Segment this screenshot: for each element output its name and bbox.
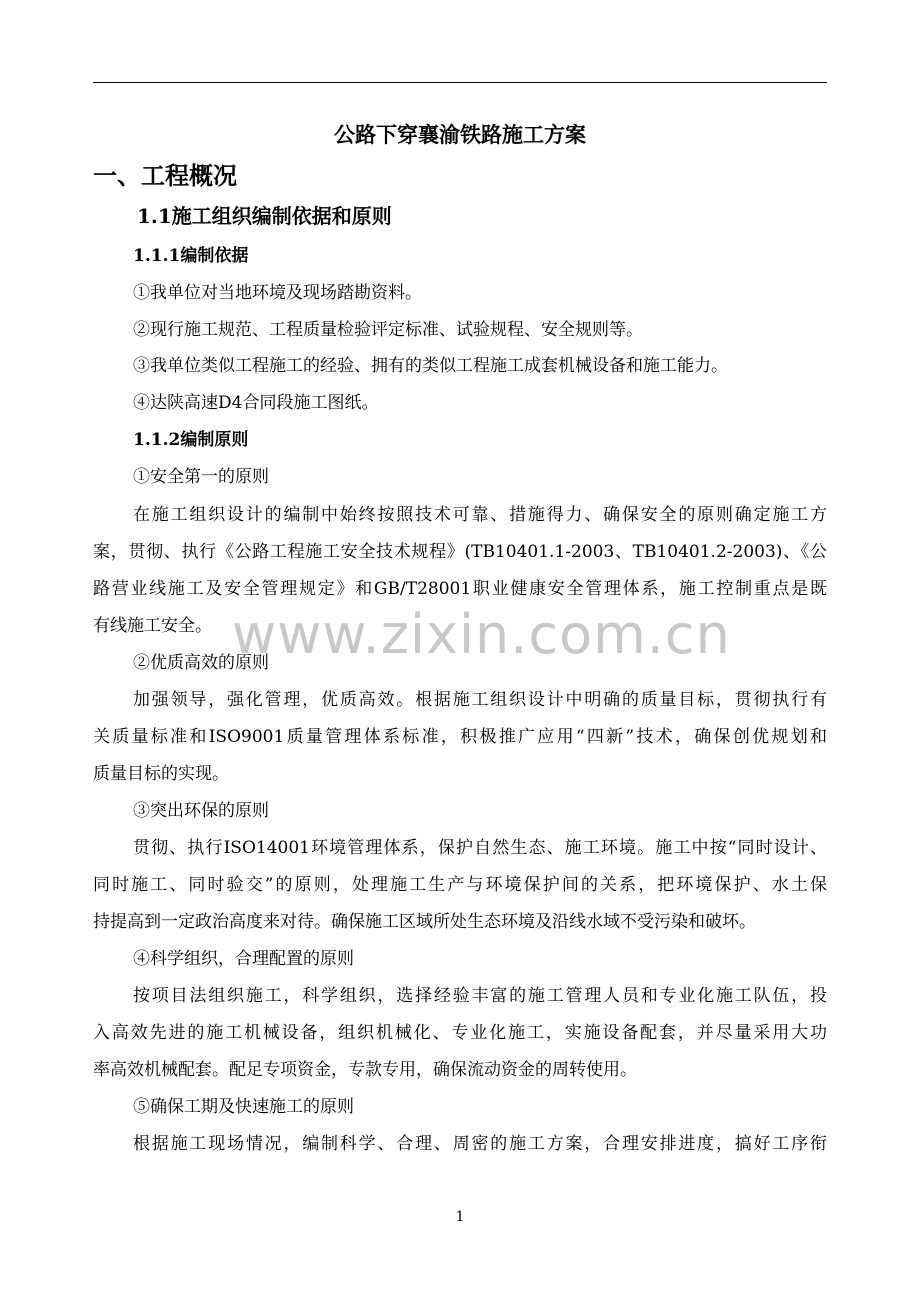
paragraph-line: 案，贯彻、执行《公路工程施工安全技术规程》(TB10401.1-2003、TB10401.2-2003)、《公 <box>93 542 827 562</box>
document-title: 公路下穿襄渝铁路施工方案 <box>334 122 586 147</box>
principle-heading: ④科学组织，合理配置的原则 <box>133 949 354 969</box>
subheading-1-1-1: 1.1.1编制依据 <box>133 246 249 266</box>
paragraph-line: 按项目法组织施工，科学组织，选择经验丰富的施工管理人员和专业化施工队伍，投 <box>133 986 827 1006</box>
basis-item: ③我单位类似工程施工的经验、拥有的类似工程施工成套机械设备和施工能力。 <box>133 356 728 376</box>
basis-item: ②现行施工规范、工程质量检验评定标准、试验规程、安全规则等。 <box>133 320 643 340</box>
paragraph-line: 加强领导，强化管理，优质高效。根据施工组织设计中明确的质量目标，贯彻执行有 <box>133 690 827 710</box>
watermark: www.zixin.com.cn <box>232 603 731 666</box>
principle-heading: ③突出环保的原则 <box>133 801 269 821</box>
section-heading-1-1: 1.1施工组织编制依据和原则 <box>137 204 392 228</box>
paragraph-line: 质量目标的实现。 <box>93 764 229 784</box>
header-rule <box>93 82 827 83</box>
paragraph-line: 入高效先进的施工机械设备，组织机械化、专业化施工，实施设备配套，并尽量采用大功 <box>93 1023 827 1043</box>
section-heading-1: 一、工程概况 <box>93 162 237 190</box>
paragraph-line: 关质量标准和ISO9001质量管理体系标准，积极推广应用“四新”技术，确保创优规划和 <box>93 727 827 747</box>
paragraph-line: 路营业线施工及安全管理规定》和GB/T28001职业健康安全管理体系，施工控制重点是既 <box>93 579 827 599</box>
paragraph-line: 贯彻、执行ISO14001环境管理体系，保护自然生态、施工环境。施工中按“同时设计、 <box>133 838 827 858</box>
principle-heading: ②优质高效的原则 <box>133 653 269 673</box>
principle-heading: ①安全第一的原则 <box>133 467 269 487</box>
basis-item: ①我单位对当地环境及现场踏勘资料。 <box>133 283 422 303</box>
paragraph-line: 同时施工、同时验交”的原则，处理施工生产与环境保护间的关系，把环境保护、水土保 <box>93 875 827 895</box>
principle-heading: ⑤确保工期及快速施工的原则 <box>133 1097 354 1117</box>
paragraph-line: 根据施工现场情况，编制科学、合理、周密的施工方案，合理安排进度，搞好工序衔 <box>133 1134 827 1154</box>
paragraph-line: 在施工组织设计的编制中始终按照技术可靠、措施得力、确保安全的原则确定施工方 <box>133 505 827 525</box>
subheading-1-1-2: 1.1.2编制原则 <box>133 430 249 450</box>
paragraph-line: 率高效机械配套。配足专项资金，专款专用，确保流动资金的周转使用。 <box>93 1060 637 1080</box>
paragraph-line: 有线施工安全。 <box>93 616 212 636</box>
basis-item: ④达陕高速D4合同段施工图纸。 <box>133 393 379 413</box>
page-number: 1 <box>455 1209 465 1225</box>
paragraph-line: 持提高到一定政治高度来对待。确保施工区域所处生态环境及沿线水域不受污染和破坏。 <box>93 912 756 932</box>
